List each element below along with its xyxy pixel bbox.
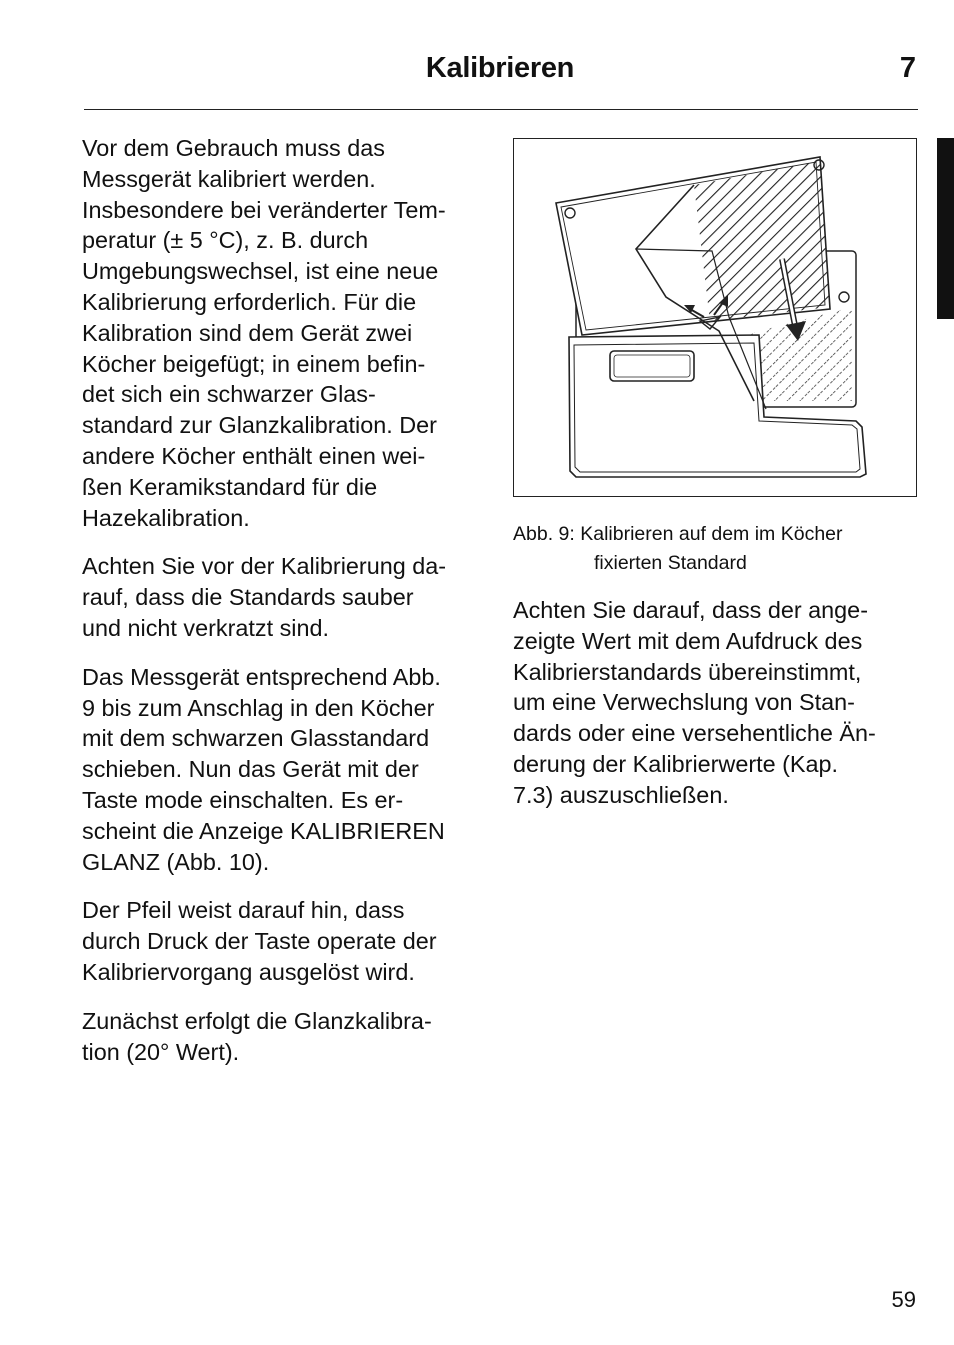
chapter-thumb-tab [937, 138, 954, 319]
text-line: mit dem schwarzen Glasstandard [82, 725, 430, 752]
text-line: Taste mode einschalten. Es er- [82, 786, 404, 813]
text-line: Hazekalibration. [82, 504, 250, 531]
text-line: um eine Verwechslung von Stan- [513, 689, 855, 716]
text-line: tion (20° Wert). [82, 1038, 240, 1065]
text-line: scheint die Anzeige KALIBRIEREN [82, 817, 445, 844]
text-line: Achten Sie darauf, dass der ange- [513, 597, 868, 623]
text-line: Das Messgerät entsprechend Abb. [82, 663, 441, 690]
text-line: peratur (± 5 °C), z. B. durch [82, 227, 369, 254]
text-line: Kalibriervorgang ausgelöst wird. [82, 958, 415, 985]
text-line: rauf, dass die Standards sauber [82, 584, 414, 611]
text-line: standard zur Glanzkalibration. Der [82, 412, 437, 439]
text-line: 9 bis zum Anschlag in den Köcher [82, 694, 435, 721]
caption-line: Abb. 9: Kalibrieren auf dem im Köcher [513, 523, 843, 545]
text-line: Zunächst erfolgt die Glanzkalibra- [82, 1007, 432, 1034]
chapter-number: 7 [899, 52, 916, 84]
right-column [513, 595, 918, 811]
text-line: GLANZ (Abb. 10). [82, 848, 270, 875]
text-line: ßen Keramikstandard für die [82, 473, 378, 500]
header-rule [84, 109, 918, 110]
text-line: Umgebungswechsel, ist eine neue [82, 258, 439, 285]
page-title: Kalibrieren [425, 52, 575, 84]
text-line: det sich ein schwarzer Glas- [82, 381, 376, 408]
text-line: Kalibrierstandards übereinstimmt, [513, 658, 862, 685]
body-paragraph [513, 595, 918, 811]
device-hatched-area [694, 161, 830, 321]
body-paragraph [82, 895, 487, 987]
left-column [82, 133, 487, 1067]
text-line: Achten Sie vor der Kalibrierung da- [82, 553, 447, 580]
text-line: dards oder eine versehentliche Än- [513, 720, 876, 747]
figure-caption [513, 520, 923, 577]
screw-icon [839, 292, 849, 302]
text-line: andere Köcher enthält einen wei- [82, 442, 426, 469]
text-line: Vor dem Gebrauch muss das [82, 135, 385, 161]
text-line: derung der Kalibrierwerte (Kap. [513, 750, 839, 777]
caption-line: fixierten Standard [594, 551, 747, 574]
text-line: Kalibration sind dem Gerät zwei [82, 319, 413, 346]
body-paragraph [82, 551, 487, 643]
text-line: durch Druck der Taste operate der [82, 928, 437, 955]
device-in-quiver-drawing [514, 139, 916, 496]
text-line: schieben. Nun das Gerät mit der [82, 756, 419, 783]
text-line: 7.3) auszuschließen. [513, 781, 729, 808]
text-line: Köcher beigefügt; in einem befin- [82, 350, 426, 377]
text-line: Der Pfeil weist darauf hin, dass [82, 897, 405, 924]
text-line: Insbesondere bei veränderter Tem- [82, 196, 446, 223]
text-line: Messgerät kalibriert werden. [82, 165, 376, 192]
page-number: 59 [891, 1287, 916, 1312]
text-line: und nicht verkratzt sind. [82, 614, 330, 641]
body-paragraph [82, 133, 487, 533]
text-line: zeigte Wert mit dem Aufdruck des [513, 627, 863, 654]
figure-calibration-illustration [513, 138, 917, 497]
text-line: Kalibrierung erforderlich. Für die [82, 288, 417, 315]
body-paragraph [82, 1006, 487, 1068]
body-paragraph [82, 662, 487, 878]
